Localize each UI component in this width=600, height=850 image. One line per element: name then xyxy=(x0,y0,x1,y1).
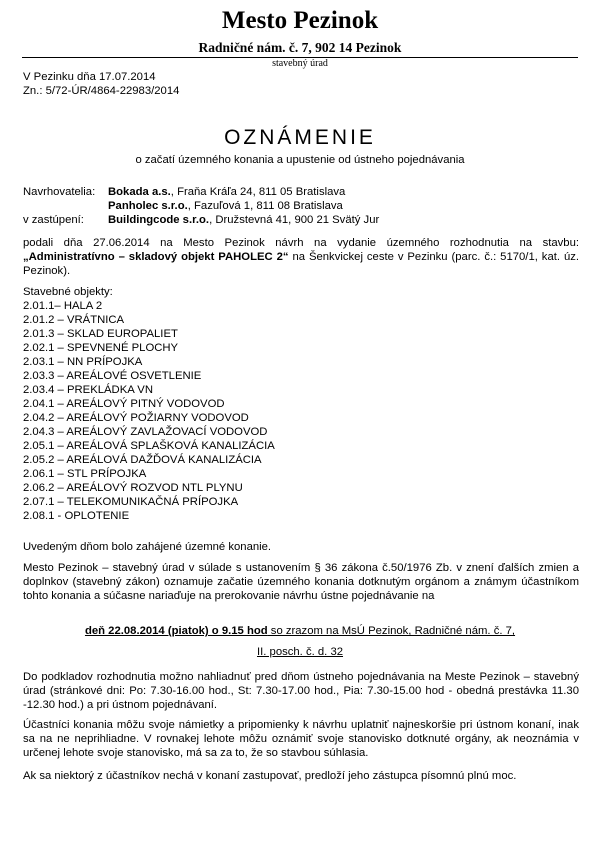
list-item: 2.01.1– HALA 2 xyxy=(23,300,103,312)
applicant-1 xyxy=(108,185,345,199)
representation-paragraph: Ak sa niektorý z účastníkov nechá v konaní zastupovať, predloží jeho zástupca písomnú plnú moc. xyxy=(23,770,517,782)
hearing-room: II. posch. č. d. 32 xyxy=(256,646,344,658)
list-item: 2.01.3 – SKLAD EUROPALIET xyxy=(23,328,178,340)
hearing-date-time xyxy=(85,625,515,637)
applicants-label: Navrhovatelia: xyxy=(23,186,96,198)
list-item: 2.08.1 - OPLOTENIE xyxy=(23,510,130,522)
list-item: 2.02.1 – SPEVNENÉ PLOCHY xyxy=(23,342,179,354)
list-item: 2.07.1 – TELEKOMUNIKAČNÁ PRÍPOJKA xyxy=(23,496,239,508)
objects-list xyxy=(23,299,579,523)
document-title: Mesto Pezinok xyxy=(221,7,379,34)
representative-label: v zastúpení: xyxy=(23,214,84,226)
objections-paragraph: Účastníci konania môžu svoje námietky a pripomienky k návrhu uplatniť najneskoršie pri ústnom konaní, inak sa na ne neprihliadne. V rovnakej lehote môžu oznámiť svoje stanovisko dotknuté orgány, ak neoznámia v určenej lehote svoje stanovisko, má sa za to, že so stavbou súhlasia. xyxy=(23,719,579,759)
list-item: 2.01.2 – VRÁTNICA xyxy=(23,314,125,326)
applicant-2-address: , Fazuľová 1, 811 08 Bratislava xyxy=(187,200,343,212)
hearing-location: so zrazom na MsÚ Pezinok, Radničné nám. č. 7, xyxy=(267,625,516,637)
proceedings-started: Uvedeným dňom bolo zahájené územné konanie. xyxy=(23,541,272,553)
applicant-2 xyxy=(108,199,343,213)
list-item: 2.03.3 – AREÁLOVÉ OSVETLENIE xyxy=(23,370,202,382)
intro-text-2: na Šenkvickej ceste v Pezinku (parc. č.: 5170/1, kat. úz. Pezinok). xyxy=(23,251,580,277)
representative-address: , Družstevná 41, 900 21 Svätý Jur xyxy=(209,214,380,226)
announcement-paragraph: Mesto Pezinok – stavebný úrad v súlade s ustanovením § 36 zákona č.50/1976 Zb. v znení ďalších zmien a doplnkov (stavebný zákon) oznamuje začatie územného konania dotknutým orgánom a známym účastníkom tohto konania a súčasne nariaďuje na prerokovanie návrhu ústne pojednávanie na xyxy=(23,562,579,602)
list-item: 2.05.1 – AREÁLOVÁ SPLAŠKOVÁ KANALIZÁCIA xyxy=(23,440,275,452)
objects-label: Stavebné objekty: xyxy=(23,286,113,298)
list-item: 2.03.4 – PREKLÁDKA VN xyxy=(23,384,153,396)
list-item: 2.06.2 – AREÁLOVÝ ROZVOD NTL PLYNU xyxy=(23,482,243,494)
reference-number: Zn.: 5/72-ÚR/4864-22983/2014 xyxy=(23,85,180,97)
hearing-line-2 xyxy=(0,645,600,659)
representative xyxy=(108,213,379,227)
list-item: 2.04.1 – AREÁLOVÝ PITNÝ VODOVOD xyxy=(23,398,225,410)
notice-subtitle: o začatí územného konania a upustenie od ústneho pojednávania xyxy=(135,154,465,166)
notice-title: OZNÁMENIE xyxy=(224,126,376,149)
date-line: V Pezinku dňa 17.07.2014 xyxy=(23,71,156,83)
intro-paragraph xyxy=(23,236,579,278)
representative-name: Buildingcode s.r.o. xyxy=(108,214,210,226)
hearing-date: deň 22.08.2014 (piatok) o 9.15 hod xyxy=(84,625,268,637)
project-name: „Administratívno – skladový objekt PAHOLEC 2“ xyxy=(23,251,289,263)
applicant-1-name: Bokada a.s. xyxy=(108,186,171,198)
office-address: Radničné nám. č. 7, 902 14 Pezinok xyxy=(198,40,402,55)
documents-paragraph: Do podkladov rozhodnutia možno nahliadnuť pred dňom ústneho pojednávania na Meste Pezinok – stavebný úrad (stránkové dni: Po: 7.30-16.00 hod., St: 7.30-17.00 hod., Pia: 7.30-15.00 hod - obedná prestávka 11.30 -12.30 hod.) a pri ústnom pojednávaní. xyxy=(23,671,579,711)
list-item: 2.06.1 – STL PRÍPOJKA xyxy=(23,468,147,480)
list-item: 2.03.1 – NN PRÍPOJKA xyxy=(23,356,143,368)
office-name: stavebný úrad xyxy=(272,58,328,69)
list-item: 2.05.2 – AREÁLOVÁ DAŽĎOVÁ KANALIZÁCIA xyxy=(23,454,262,466)
list-item: 2.04.2 – AREÁLOVÝ POŽIARNY VODOVOD xyxy=(23,412,249,424)
hearing-line-1 xyxy=(0,624,600,638)
applicant-1-address: , Fraňa Kráľa 24, 811 05 Bratislava xyxy=(170,186,346,198)
intro-text-1: podali dňa 27.06.2014 na Mesto Pezinok návrh na vydanie územného rozhodnutia na stavbu: xyxy=(23,237,579,249)
applicant-2-name: Panholec s.r.o. xyxy=(108,200,188,212)
list-item: 2.04.3 – AREÁLOVÝ ZAVLAŽOVACÍ VODOVOD xyxy=(23,426,268,438)
applicants-block xyxy=(0,185,600,229)
